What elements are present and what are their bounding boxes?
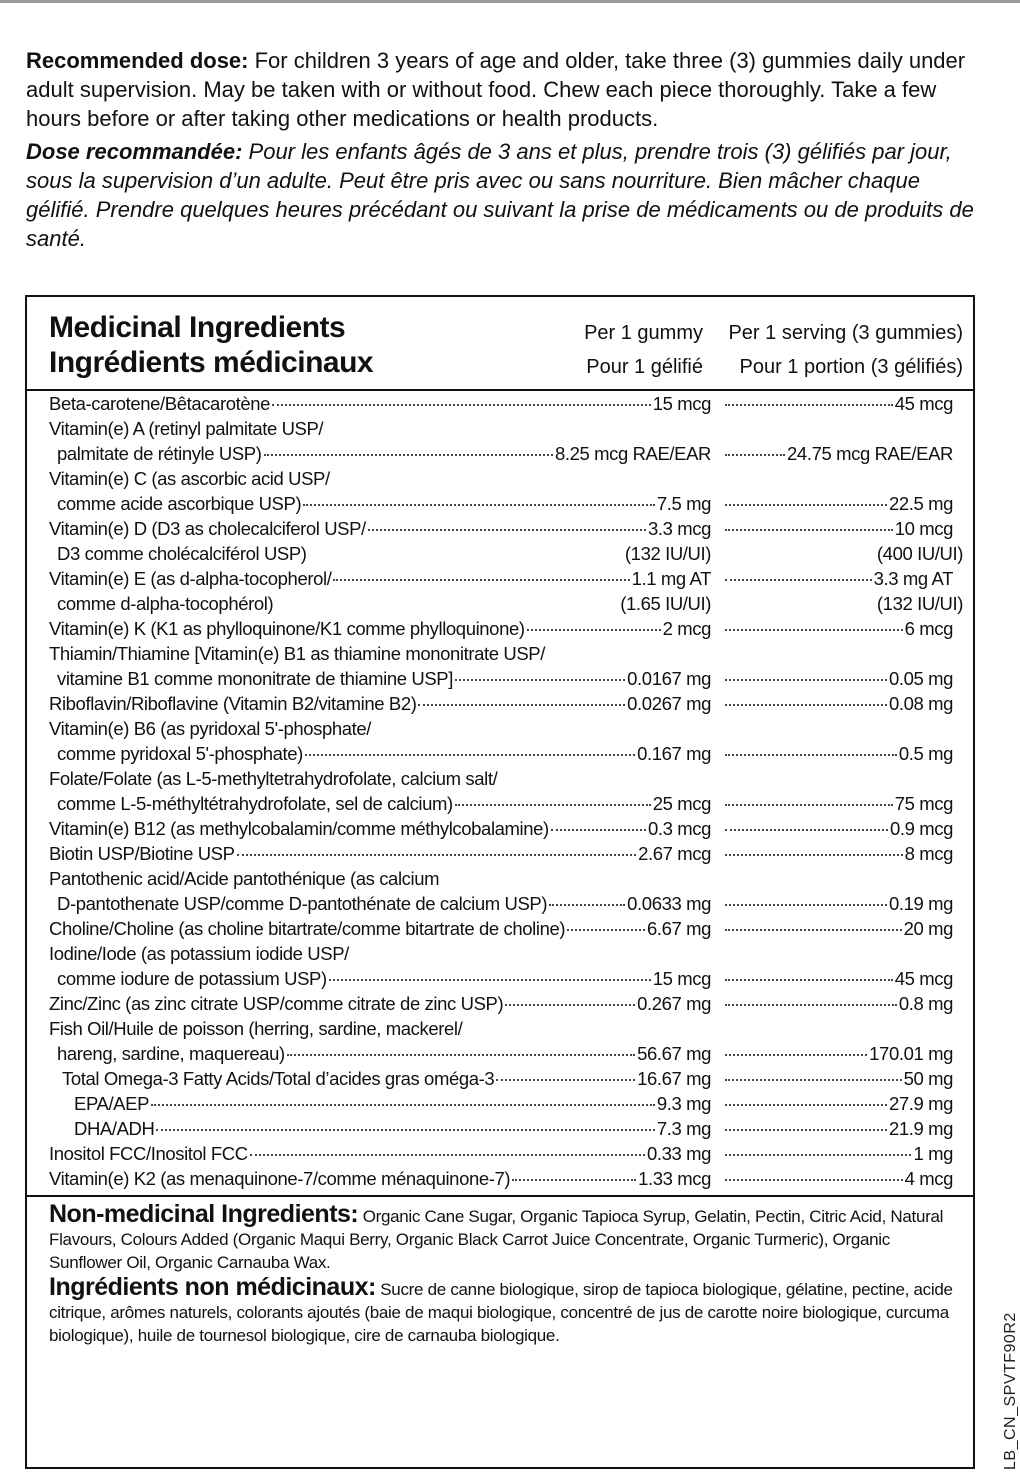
per-gummy-value: 2.67 mcg xyxy=(638,843,711,864)
dosage-section xyxy=(26,46,986,253)
dot-leader xyxy=(725,1079,902,1081)
per-serving-value: 0.9 mcg xyxy=(889,818,953,839)
dot-leader xyxy=(725,1054,867,1056)
dot-leader xyxy=(725,804,893,806)
dot-leader xyxy=(305,754,635,756)
ingredient-name-line: Vitamin(e) A (retinyl palmitate USP/ xyxy=(49,418,324,439)
ingredient-row xyxy=(27,941,973,991)
per-serving-value: 0.5 mg xyxy=(898,743,953,764)
ingredient-row xyxy=(27,1141,973,1166)
ingredient-row xyxy=(27,766,973,816)
col-per-serving-en: Per 1 serving (3 gummies) xyxy=(728,322,963,344)
dot-leader xyxy=(527,629,661,631)
dose-french xyxy=(26,137,986,253)
ingredient-iu-line xyxy=(27,591,973,616)
dot-leader xyxy=(725,979,893,981)
ingredient-row xyxy=(27,1116,973,1141)
per-gummy-value: 56.67 mg xyxy=(637,1043,711,1064)
per-gummy-iu: (132 IU/UI) xyxy=(624,543,711,564)
per-gummy-value: 2 mcg xyxy=(662,618,711,639)
per-serving-value: 3.3 mg AT xyxy=(873,568,953,589)
dot-leader xyxy=(725,1004,897,1006)
dot-leader xyxy=(725,854,903,856)
dot-leader xyxy=(725,904,887,906)
dot-leader xyxy=(287,1054,635,1056)
per-gummy-value: 3.3 mcg xyxy=(647,518,711,539)
dot-leader xyxy=(725,529,893,531)
dot-leader xyxy=(725,679,887,681)
ingredient-value-line xyxy=(27,816,973,841)
ingredient-name-line: Vitamin(e) D (D3 as cholecalciferol USP/ xyxy=(49,518,366,539)
ingredient-row xyxy=(27,1016,973,1066)
per-gummy-value: 25 mcg xyxy=(652,793,711,814)
ingredient-row xyxy=(27,466,973,516)
ingredient-value-line xyxy=(27,1141,973,1166)
per-gummy-value: 15 mcg xyxy=(652,393,711,414)
per-serving-value: 0.8 mg xyxy=(898,993,953,1014)
dot-leader xyxy=(725,929,902,931)
per-serving-value: 0.05 mg xyxy=(888,668,953,689)
per-serving-value: 75 mcg xyxy=(894,793,953,814)
ingredient-name-line: Vitamin(e) B12 (as methylcobalamin/comme méthylcobalamine) xyxy=(49,818,549,839)
dot-leader xyxy=(725,1154,911,1156)
dot-leader xyxy=(272,404,651,406)
dot-leader xyxy=(455,804,651,806)
medicinal-title-fr: Ingrédients médicinaux xyxy=(49,346,374,379)
ingredient-name-line: Choline/Choline (as choline bitartrate/comme bitartrate de choline) xyxy=(49,918,566,939)
ingredient-value-line xyxy=(27,991,973,1016)
ingredient-name-line: Thiamin/Thiamine [Vitamin(e) B1 as thiamine mononitrate USP/ xyxy=(49,643,545,664)
dot-leader xyxy=(551,829,646,831)
ingredient-name-line: Beta-carotene/Bêtacarotène xyxy=(49,393,271,414)
per-gummy-value: 0.0167 mg xyxy=(627,668,711,689)
ingredient-row xyxy=(27,1166,973,1191)
dot-leader xyxy=(303,504,655,506)
ingredient-value-line xyxy=(27,966,973,991)
per-serving-value: 27.9 mg xyxy=(888,1093,953,1114)
label-code: LB_CN_SPVTF90R2 xyxy=(1002,1312,1019,1470)
ingredient-value-line xyxy=(27,491,973,516)
ingredient-row xyxy=(27,991,973,1016)
ingredient-row xyxy=(27,716,973,766)
dose-en-text: For children 3 years of age and older, take three (3) gummies daily under adult supervision. May be taken with or without food. Chew each piece thoroughly. Take a few hours before or after taking other medications or health products. xyxy=(26,48,966,131)
per-serving-value: 24.75 mcg RAE/EAR xyxy=(787,443,953,464)
per-serving-value: 0.08 mg xyxy=(888,693,953,714)
per-gummy-value: 15 mcg xyxy=(652,968,711,989)
ingredient-name-line: Vitamin(e) E (as d-alpha-tocopherol/ xyxy=(49,568,332,589)
ingredient-name-line: Vitamin(e) K2 (as menaquinone-7/comme ménaquinone-7) xyxy=(49,1168,511,1189)
dot-leader xyxy=(368,529,646,531)
ingredient-name-line: Zinc/Zinc (as zinc citrate USP/comme citrate de zinc USP) xyxy=(49,993,504,1014)
ingredient-name-line: comme d-alpha-tocophérol) xyxy=(57,593,274,614)
ingredient-row xyxy=(27,641,973,691)
ingredient-name-line: Pantothenic acid/Acide pantothénique (as calcium xyxy=(49,868,440,889)
ingredient-name-line: DHA/ADH xyxy=(74,1118,155,1139)
ingredients-header xyxy=(27,297,973,391)
ingredient-value-line xyxy=(27,791,973,816)
dot-leader xyxy=(549,904,625,906)
ingredient-name-line: D-pantothenate USP/comme D-pantothénate de calcium USP) xyxy=(57,893,548,914)
ingredient-value-line xyxy=(27,741,973,766)
per-gummy-value: 0.167 mg xyxy=(637,743,711,764)
ingredient-name-line: Riboflavin/Riboflavine (Vitamin B2/vitamine B2) xyxy=(49,693,417,714)
per-serving-value: 20 mg xyxy=(903,918,953,939)
dot-leader xyxy=(418,704,625,706)
ingredient-value-line xyxy=(27,691,973,716)
ingredient-row xyxy=(27,1091,973,1116)
per-gummy-value: 1.1 mg AT xyxy=(631,568,711,589)
ingredient-name-line: Vitamin(e) K (K1 as phylloquinone/K1 comme phylloquinone) xyxy=(49,618,525,639)
dot-leader xyxy=(725,704,887,706)
per-serving-value: 22.5 mg xyxy=(888,493,953,514)
ingredient-name-line: comme acide ascorbique USP) xyxy=(57,493,302,514)
per-serving-value: 50 mg xyxy=(903,1068,953,1089)
per-gummy-value: 7.5 mg xyxy=(656,493,711,514)
medicinal-title-en: Medicinal Ingredients xyxy=(49,311,346,344)
dot-leader xyxy=(725,454,785,456)
dot-leader xyxy=(725,1179,903,1181)
non-medicinal-section xyxy=(27,1195,973,1347)
ingredient-value-line xyxy=(27,841,973,866)
ingredient-row xyxy=(27,1066,973,1091)
per-serving-value: 10 mcg xyxy=(894,518,953,539)
ingredient-name-line: vitamine B1 comme mononitrate de thiamine USP] xyxy=(57,668,453,689)
ingredient-name-line: Fish Oil/Huile de poisson (herring, sardine, mackerel/ xyxy=(49,1018,463,1039)
non-medicinal-en-label: Non-medicinal Ingredients: xyxy=(49,1200,359,1228)
dose-fr-label: Dose recommandée: xyxy=(26,139,243,164)
ingredient-name-line: Iodine/Iode (as potassium iodide USP/ xyxy=(49,943,349,964)
dot-leader xyxy=(725,629,903,631)
ingredient-iu-line xyxy=(27,541,973,566)
dot-leader xyxy=(237,854,637,856)
dot-leader xyxy=(567,929,645,931)
ingredients-panel xyxy=(25,295,975,1469)
ingredient-row xyxy=(27,566,973,616)
per-gummy-value: 1.33 mcg xyxy=(638,1168,711,1189)
ingredient-name-line: Folate/Folate (as L-5-methyltetrahydrofolate, calcium salt/ xyxy=(49,768,498,789)
ingredient-value-line xyxy=(27,1116,973,1141)
ingredient-name-line: hareng, sardine, maquereau) xyxy=(57,1043,285,1064)
ingredient-value-line xyxy=(27,566,973,591)
dot-leader xyxy=(329,979,651,981)
per-serving-value: 21.9 mg xyxy=(888,1118,953,1139)
ingredient-value-line xyxy=(27,441,973,466)
ingredient-name-line: Vitamin(e) C (as ascorbic acid USP/ xyxy=(49,468,330,489)
ingredient-name-line: palmitate de rétinyle USP) xyxy=(57,443,262,464)
per-gummy-value: 8.25 mcg RAE/EAR xyxy=(554,443,711,464)
non-medicinal-fr xyxy=(27,1274,973,1347)
dot-leader xyxy=(505,1004,635,1006)
dot-leader xyxy=(156,1129,654,1131)
dose-english xyxy=(26,46,986,133)
col-per-gummy-en: Per 1 gummy xyxy=(584,322,703,344)
dot-leader xyxy=(725,504,887,506)
ingredient-row xyxy=(27,616,973,641)
per-serving-value: 8 mcg xyxy=(904,843,953,864)
per-serving-value: 4 mcg xyxy=(904,1168,953,1189)
per-serving-value: 45 mcg xyxy=(894,968,953,989)
ingredient-name-line: Total Omega-3 Fatty Acids/Total d’acides gras oméga-3 xyxy=(62,1068,495,1089)
ingredient-row xyxy=(27,916,973,941)
dot-leader xyxy=(725,754,897,756)
ingredient-name-line: comme pyridoxal 5'-phosphate) xyxy=(57,743,303,764)
per-serving-iu: (132 IU/UI) xyxy=(876,593,963,614)
non-medicinal-fr-text: Sucre de canne biologique, sirop de tapioca biologique, gélatine, pectine, acide citrique, arômes naturels, colorants ajoutés (baie de maqui biologique, concentré de jus de carotte noire biologique, curcuma biologique), huile de tournesol biologique, cire de carnauba biologique. xyxy=(49,1280,953,1345)
dot-leader xyxy=(151,1104,655,1106)
dot-leader xyxy=(725,829,888,831)
per-gummy-value: 6.67 mg xyxy=(646,918,711,939)
per-gummy-value: 9.3 mg xyxy=(656,1093,711,1114)
ingredient-value-line xyxy=(27,666,973,691)
ingredient-value-line xyxy=(27,391,973,416)
ingredient-rows xyxy=(27,391,973,1191)
ingredient-name-line: Inositol FCC/Inositol FCC xyxy=(49,1143,248,1164)
dot-leader xyxy=(725,404,893,406)
ingredient-row xyxy=(27,866,973,916)
dot-leader xyxy=(496,1079,635,1081)
ingredient-name-line: comme L-5-méthyltétrahydrofolate, sel de calcium) xyxy=(57,793,453,814)
ingredient-row xyxy=(27,816,973,841)
per-gummy-value: 0.3 mcg xyxy=(647,818,711,839)
ingredient-row xyxy=(27,841,973,866)
ingredient-value-line xyxy=(27,1066,973,1091)
per-gummy-value: 0.33 mg xyxy=(646,1143,711,1164)
dose-fr-text: Pour les enfants âgés de 3 ans et plus, prendre trois (3) gélifiés par jour, sous la supervision d’un adulte. Peut être pris avec ou sans nourriture. Bien mâcher chaque gélifié. Prendre quelques heures précédant ou suivant la prise de médicaments ou de produits de santé. xyxy=(26,139,974,251)
ingredient-row xyxy=(27,516,973,566)
ingredient-name-line: D3 comme cholécalciférol USP) xyxy=(57,543,307,564)
per-serving-value: 1 mg xyxy=(913,1143,953,1164)
per-gummy-iu: (1.65 IU/UI) xyxy=(620,593,711,614)
ingredient-name-line: Biotin USP/Biotine USP xyxy=(49,843,235,864)
dot-leader xyxy=(512,1179,636,1181)
non-medicinal-en xyxy=(27,1197,973,1274)
dot-leader xyxy=(250,1154,645,1156)
col-per-serving-fr: Pour 1 portion (3 gélifiés) xyxy=(739,356,963,378)
ingredient-value-line xyxy=(27,1041,973,1066)
dot-leader xyxy=(725,1129,887,1131)
ingredient-value-line xyxy=(27,516,973,541)
ingredient-value-line xyxy=(27,1166,973,1191)
ingredient-value-line xyxy=(27,891,973,916)
per-serving-value: 0.19 mg xyxy=(888,893,953,914)
per-gummy-value: 16.67 mg xyxy=(637,1068,711,1089)
ingredient-name-line: comme iodure de potassium USP) xyxy=(57,968,327,989)
ingredient-value-line xyxy=(27,616,973,641)
non-medicinal-fr-label: Ingrédients non médicinaux: xyxy=(49,1273,376,1301)
per-serving-value: 170.01 mg xyxy=(869,1043,953,1064)
ingredient-name-line: EPA/AEP xyxy=(74,1093,150,1114)
dot-leader xyxy=(725,1104,887,1106)
dot-leader xyxy=(725,579,872,581)
ingredient-name-line: Vitamin(e) B6 (as pyridoxal 5'-phosphate/ xyxy=(49,718,372,739)
dot-leader xyxy=(333,579,629,581)
per-gummy-value: 7.3 mg xyxy=(656,1118,711,1139)
ingredient-value-line xyxy=(27,1091,973,1116)
per-serving-value: 45 mcg xyxy=(894,393,953,414)
dose-en-label: Recommended dose: xyxy=(26,48,249,73)
ingredient-value-line xyxy=(27,916,973,941)
ingredient-row xyxy=(27,416,973,466)
per-gummy-value: 0.0633 mg xyxy=(627,893,711,914)
ingredient-row xyxy=(27,691,973,716)
per-gummy-value: 0.267 mg xyxy=(637,993,711,1014)
col-per-gummy-fr: Pour 1 gélifié xyxy=(586,356,703,378)
per-serving-iu: (400 IU/UI) xyxy=(876,543,963,564)
dot-leader xyxy=(455,679,625,681)
dot-leader xyxy=(264,454,553,456)
per-serving-value: 6 mcg xyxy=(904,618,953,639)
non-medicinal-en-text: Organic Cane Sugar, Organic Tapioca Syrup, Gelatin, Pectin, Citric Acid, Natural Flavours, Colours Added (Organic Maqui Berry, Organic Black Carrot Juice Concentrate, Organic Turmeric), Organic Sunflower Oil, Organic Carnauba Wax. xyxy=(49,1207,944,1272)
ingredient-row xyxy=(27,391,973,416)
top-rule xyxy=(0,0,1020,3)
per-gummy-value: 0.0267 mg xyxy=(627,693,711,714)
